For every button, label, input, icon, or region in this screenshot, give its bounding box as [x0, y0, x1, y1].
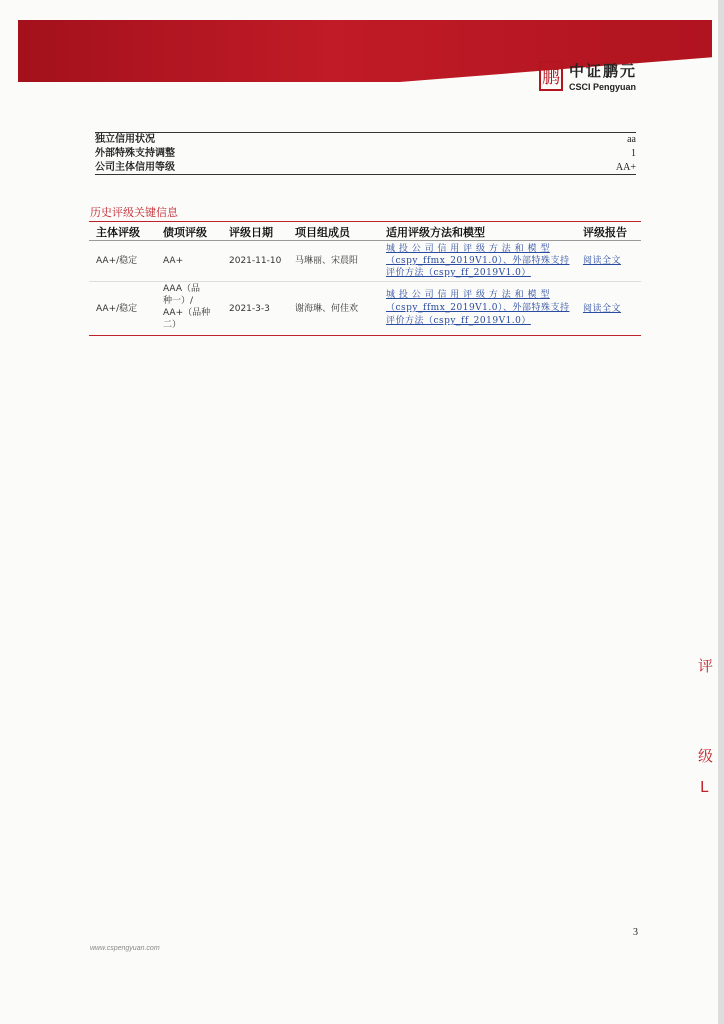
side-stamp-mark: 级: [698, 747, 714, 765]
cell-bond-rating: 二）: [163, 320, 182, 330]
method-link[interactable]: 城 投 公 司 信 用 评 级 方 法 和 模 型: [386, 244, 550, 254]
method-link[interactable]: （cspy_ffmx_2019V1.0）、外部特殊支持: [386, 256, 570, 266]
summary-row: [95, 161, 636, 175]
company-name-en: CSCI Pengyuan: [569, 82, 637, 92]
summary-value: aa: [627, 134, 636, 145]
header-rule: [89, 240, 641, 241]
side-stamp-mark: 评: [698, 657, 714, 675]
logo-mark-icon: 鹏: [539, 61, 563, 91]
rating-summary: [95, 133, 636, 175]
cell-entity-rating: AA+/稳定: [96, 304, 138, 314]
read-full-report-link[interactable]: 阅读全文: [583, 304, 622, 314]
column-header: 主体评级: [96, 226, 140, 239]
summary-label: 独立信用状况: [95, 134, 155, 145]
summary-row: [95, 147, 636, 161]
cell-team-members: 谢海琳、何佳欢: [295, 304, 359, 314]
summary-row: [95, 133, 636, 147]
summary-label: 公司主体信用等级: [95, 162, 175, 173]
column-header: 债项评级: [163, 226, 207, 239]
summary-bottom-rule: [95, 174, 636, 175]
column-header: 适用评级方法和模型: [386, 226, 485, 239]
summary-label: 外部特殊支持调整: [95, 148, 175, 159]
cell-bond-rating: AA+（品种: [163, 308, 211, 318]
company-name-cn: 中证鹏元: [569, 62, 638, 80]
table-top-rule: [89, 221, 641, 222]
summary-value: 1: [631, 148, 636, 159]
footer-url: www.cspengyuan.com: [90, 945, 160, 952]
page-number: 3: [633, 927, 638, 938]
row-separator: [89, 281, 641, 282]
table-bottom-rule: [89, 335, 641, 336]
method-link[interactable]: 评价方法（cspy_ff_2019V1.0）: [386, 316, 531, 326]
cell-team-members: 马琳丽、宋晨阳: [295, 256, 359, 266]
cell-bond-rating: 种一）/: [163, 296, 194, 306]
method-link[interactable]: 城 投 公 司 信 用 评 级 方 法 和 模 型: [386, 290, 550, 300]
summary-value: AA+: [615, 162, 636, 173]
cell-rating-date: 2021-3-3: [229, 304, 270, 314]
scan-edge: [718, 0, 724, 1024]
column-header: 项目组成员: [295, 226, 350, 239]
read-full-report-link[interactable]: 阅读全文: [583, 256, 622, 266]
column-header: 评级日期: [229, 226, 273, 239]
method-link[interactable]: （cspy_ffmx_2019V1.0）、外部特殊支持: [386, 303, 570, 313]
cell-rating-date: 2021-11-10: [229, 256, 282, 266]
column-header: 评级报告: [583, 226, 627, 239]
company-logo: [539, 60, 637, 92]
cell-bond-rating: AAA（品: [163, 284, 200, 294]
summary-top-rule: [95, 132, 636, 133]
history-section-title: 历史评级关键信息: [90, 206, 178, 219]
cell-entity-rating: AA+/稳定: [96, 256, 138, 266]
cell-bond-rating: AA+: [163, 256, 184, 266]
method-link[interactable]: 评价方法（cspy_ff_2019V1.0）: [386, 268, 531, 278]
side-stamp-mark: L: [700, 778, 709, 796]
